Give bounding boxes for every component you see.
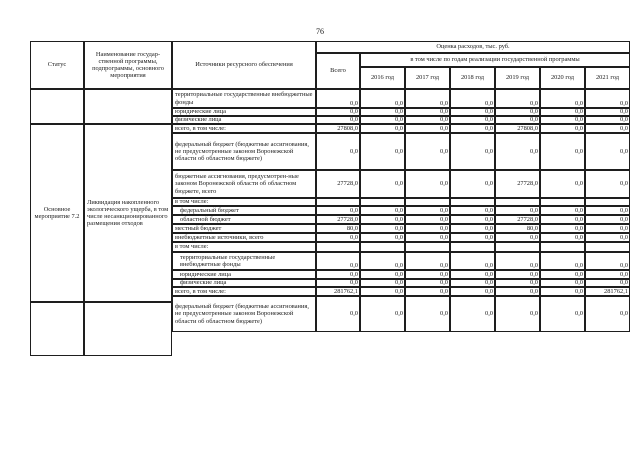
row-year-value: 0,0: [450, 116, 495, 124]
row-total-value: [316, 242, 360, 252]
activity-name: Ликвидация накопленного экологического ущерба, в том числе несанкционированного размещения отходов: [84, 124, 172, 302]
row-source: всего, в том числе:: [172, 287, 316, 296]
row-year-value: 0,0: [360, 252, 405, 270]
row-total-value: 0,0: [316, 233, 360, 242]
row-year-value: 0,0: [450, 296, 495, 332]
row-year-value: 0,0: [540, 270, 585, 279]
row-year-value: 0,0: [360, 133, 405, 170]
header-by-years: в том числе по годам реализации государственной программы: [360, 53, 630, 67]
row-year-value: 0,0: [495, 252, 540, 270]
row-source: территориальные государственные внебюджетные фонды: [172, 89, 316, 108]
row-year-value: 0,0: [450, 270, 495, 279]
row-year-value: 0,0: [450, 133, 495, 170]
row-year-value: 0,0: [495, 296, 540, 332]
row-total-value: 27728,0: [316, 170, 360, 198]
budget-table: [30, 41, 630, 356]
row-year-value: 0,0: [540, 224, 585, 233]
row-year-value: 80,0: [495, 224, 540, 233]
row-year-value: 0,0: [540, 215, 585, 224]
row-total-value: 0,0: [316, 279, 360, 287]
row-year-value: 0,0: [585, 279, 630, 287]
row-year-value: 0,0: [360, 170, 405, 198]
row-source: федеральный бюджет (бюджетные ассигнования, не предусмотренные законом Воронежской области об областном бюджете): [172, 296, 316, 332]
row-total-value: 0,0: [316, 116, 360, 124]
row-year-value: 0,0: [450, 287, 495, 296]
row-total-value: [316, 198, 360, 206]
row-total-value: 281762,1: [316, 287, 360, 296]
row-year-value: 0,0: [450, 89, 495, 108]
row-year-value: 0,0: [540, 116, 585, 124]
row-year-value: 0,0: [360, 124, 405, 133]
row-total-value: 0,0: [316, 252, 360, 270]
row-source: физические лица: [172, 279, 316, 287]
row-year-value: 0,0: [495, 108, 540, 116]
row-year-value: 0,0: [360, 108, 405, 116]
row-total-value: 0,0: [316, 206, 360, 215]
row-year-value: 0,0: [540, 279, 585, 287]
row-year-value: 0,0: [585, 89, 630, 108]
row-year-value: 0,0: [405, 206, 450, 215]
row-total-value: 27808,0: [316, 124, 360, 133]
row-source: федеральный бюджет (бюджетные ассигнования, не предусмотренные законом Воронежской области об областном бюджете): [172, 133, 316, 170]
row-year-value: 0,0: [450, 224, 495, 233]
row-year-value: 0,0: [360, 89, 405, 108]
row-year-value: [405, 242, 450, 252]
row-year-value: 0,0: [405, 215, 450, 224]
row-year-value: 0,0: [450, 233, 495, 242]
row-source: областной бюджет: [172, 215, 316, 224]
row-source: территориальные государственные внебюджетные фонды: [172, 252, 316, 270]
row-year-value: 0,0: [540, 233, 585, 242]
activity-status: Основное мероприятие 7.2: [30, 124, 84, 302]
row-year-value: 0,0: [360, 270, 405, 279]
page-number: 76: [316, 27, 324, 36]
row-total-value: 0,0: [316, 89, 360, 108]
row-source: федеральный бюджет: [172, 206, 316, 215]
row-total-value: 80,0: [316, 224, 360, 233]
row-year-value: 0,0: [450, 215, 495, 224]
row-year-value: 27728,0: [495, 170, 540, 198]
status-cell-previous: [30, 89, 84, 124]
row-year-value: 0,0: [585, 270, 630, 279]
header-total: Всего: [316, 53, 360, 89]
row-source: местный бюджет: [172, 224, 316, 233]
row-year-value: [450, 242, 495, 252]
row-year-value: [540, 198, 585, 206]
row-source: всего, в том числе:: [172, 124, 316, 133]
year-2016: 2016 год: [360, 67, 405, 89]
header-sources: Источники ресурсного обеспечения: [172, 41, 316, 89]
row-year-value: 0,0: [450, 252, 495, 270]
year-2017: 2017 год: [405, 67, 450, 89]
row-source: бюджетные ассигнования, предусмотрен-ные законом Воронежской области об областном бюджете, всего: [172, 170, 316, 198]
row-source: в том числе:: [172, 242, 316, 252]
row-year-value: 0,0: [405, 233, 450, 242]
year-2019: 2019 год: [495, 67, 540, 89]
row-year-value: 0,0: [540, 89, 585, 108]
row-year-value: [585, 242, 630, 252]
row-year-value: 0,0: [585, 116, 630, 124]
row-year-value: [405, 198, 450, 206]
row-total-value: 0,0: [316, 270, 360, 279]
row-year-value: 0,0: [405, 252, 450, 270]
status-cell-next: [30, 302, 84, 356]
row-year-value: 0,0: [360, 224, 405, 233]
row-year-value: 0,0: [405, 133, 450, 170]
row-year-value: 0,0: [450, 124, 495, 133]
row-year-value: 0,0: [360, 279, 405, 287]
row-year-value: [360, 242, 405, 252]
row-year-value: 0,0: [585, 124, 630, 133]
row-year-value: 0,0: [405, 279, 450, 287]
row-year-value: 0,0: [585, 170, 630, 198]
row-source: физические лица: [172, 116, 316, 124]
row-year-value: 0,0: [540, 124, 585, 133]
row-year-value: 0,0: [405, 287, 450, 296]
row-year-value: 0,0: [495, 133, 540, 170]
row-source: юридические лица: [172, 108, 316, 116]
row-year-value: 0,0: [495, 279, 540, 287]
row-year-value: [495, 198, 540, 206]
row-year-value: [585, 198, 630, 206]
row-year-value: 0,0: [585, 252, 630, 270]
row-year-value: 0,0: [540, 296, 585, 332]
row-year-value: 0,0: [360, 116, 405, 124]
row-year-value: 0,0: [540, 206, 585, 215]
row-year-value: 0,0: [540, 170, 585, 198]
row-year-value: 0,0: [585, 224, 630, 233]
row-source: внебюджетные источники, всего: [172, 233, 316, 242]
row-year-value: 0,0: [495, 116, 540, 124]
header-status: Статус: [30, 41, 84, 89]
year-2018: 2018 год: [450, 67, 495, 89]
row-year-value: 0,0: [405, 89, 450, 108]
year-2020: 2020 год: [540, 67, 585, 89]
row-year-value: 0,0: [540, 108, 585, 116]
row-year-value: 0,0: [495, 206, 540, 215]
name-cell-next: [84, 302, 172, 356]
row-year-value: 0,0: [405, 224, 450, 233]
row-source: юридические лица: [172, 270, 316, 279]
row-year-value: 0,0: [360, 206, 405, 215]
row-year-value: 0,0: [360, 296, 405, 332]
row-year-value: [360, 198, 405, 206]
row-source: в том числе:: [172, 198, 316, 206]
header-estimate: Оценка расходов, тыс. руб.: [316, 41, 630, 53]
row-year-value: 0,0: [540, 133, 585, 170]
row-year-value: [450, 198, 495, 206]
row-year-value: 0,0: [585, 296, 630, 332]
row-year-value: 0,0: [585, 215, 630, 224]
row-year-value: 0,0: [405, 124, 450, 133]
row-year-value: [540, 242, 585, 252]
row-year-value: 0,0: [495, 270, 540, 279]
row-year-value: 0,0: [405, 270, 450, 279]
row-year-value: 0,0: [495, 233, 540, 242]
row-year-value: 27808,0: [495, 124, 540, 133]
row-year-value: 0,0: [495, 89, 540, 108]
row-year-value: [495, 242, 540, 252]
row-year-value: 0,0: [585, 133, 630, 170]
row-total-value: 27728,0: [316, 215, 360, 224]
row-year-value: 0,0: [405, 170, 450, 198]
row-year-value: 281762,1: [585, 287, 630, 296]
row-year-value: 0,0: [360, 215, 405, 224]
row-year-value: 0,0: [450, 108, 495, 116]
row-total-value: 0,0: [316, 108, 360, 116]
row-year-value: 0,0: [405, 108, 450, 116]
name-cell-previous: [84, 89, 172, 124]
row-year-value: 0,0: [540, 252, 585, 270]
row-year-value: 0,0: [405, 116, 450, 124]
row-year-value: 0,0: [360, 233, 405, 242]
row-year-value: 0,0: [495, 287, 540, 296]
row-year-value: 0,0: [540, 287, 585, 296]
row-year-value: 0,0: [585, 206, 630, 215]
row-year-value: 0,0: [585, 233, 630, 242]
row-total-value: 0,0: [316, 296, 360, 332]
row-year-value: 0,0: [585, 108, 630, 116]
row-total-value: 0,0: [316, 133, 360, 170]
row-year-value: 0,0: [450, 170, 495, 198]
header-name: Наименование государ-ственной программы, подпрограммы, основного мероприятия: [84, 41, 172, 89]
row-year-value: 27728,0: [495, 215, 540, 224]
year-2021: 2021 год: [585, 67, 630, 89]
row-year-value: 0,0: [405, 296, 450, 332]
row-year-value: 0,0: [360, 287, 405, 296]
row-year-value: 0,0: [450, 279, 495, 287]
row-year-value: 0,0: [450, 206, 495, 215]
